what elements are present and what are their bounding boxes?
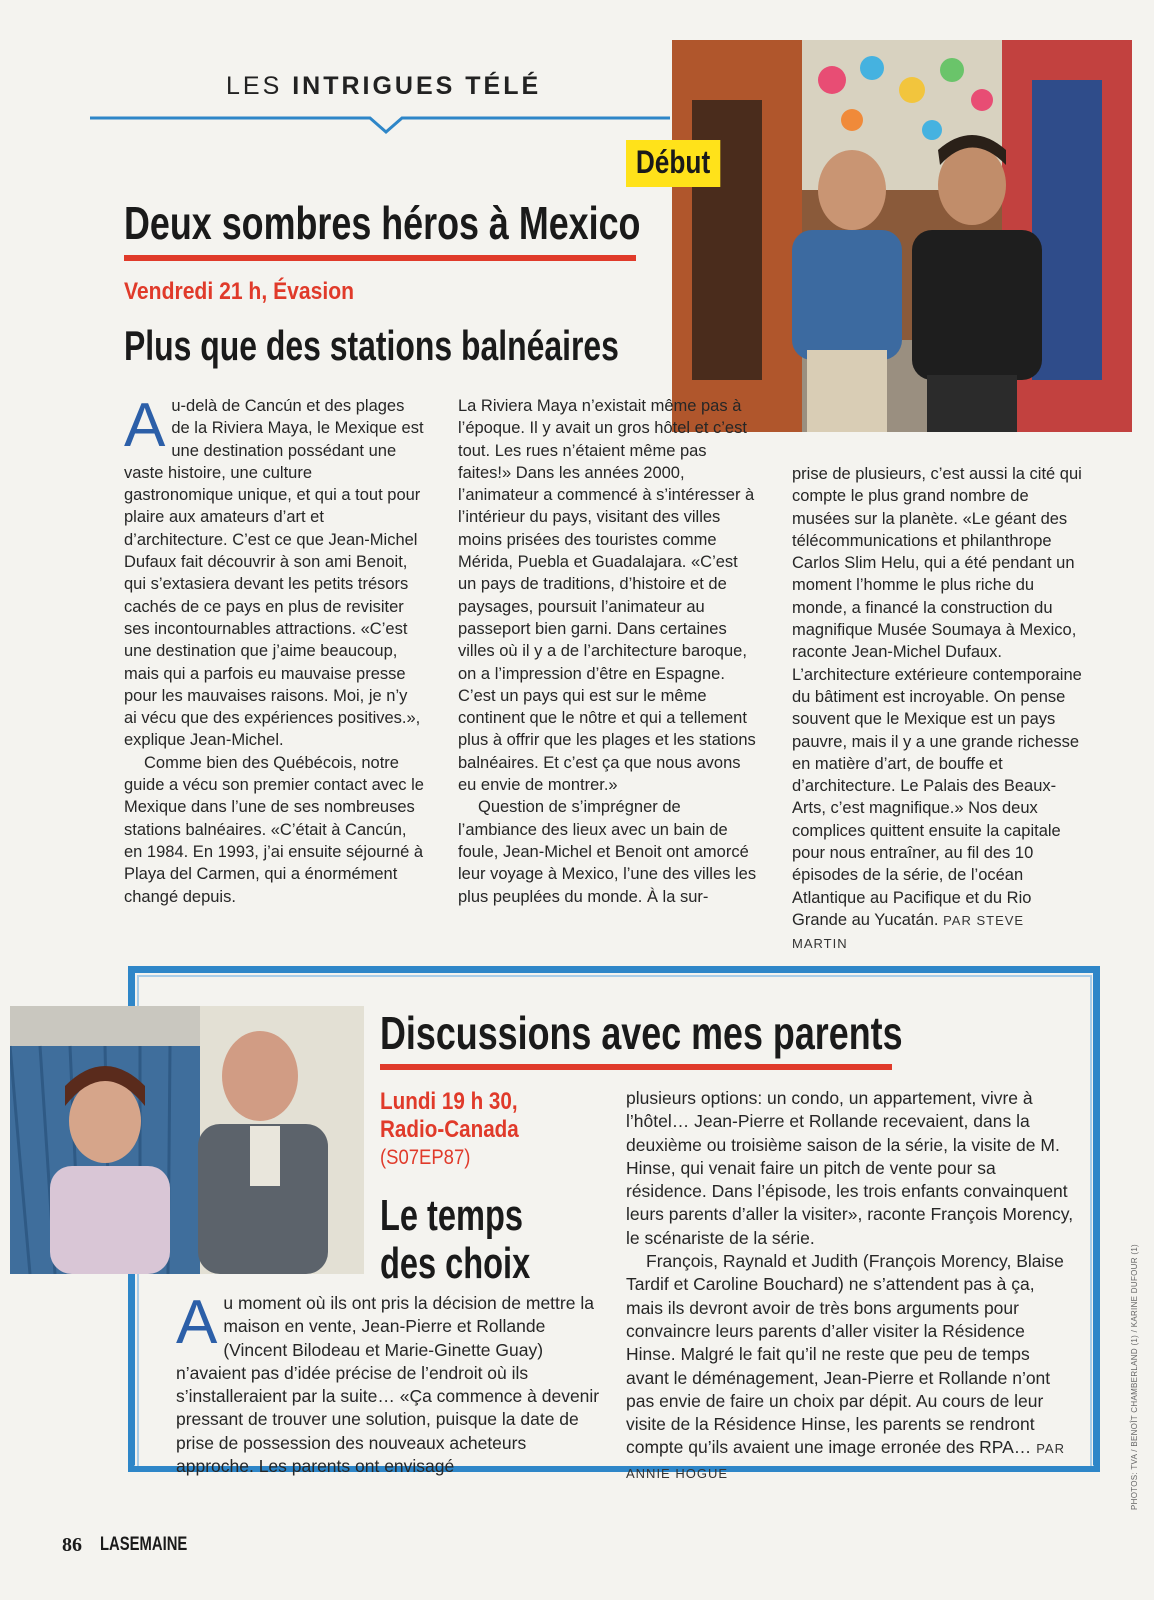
hosts-photo (672, 40, 1132, 432)
debut-tag: Début (626, 140, 720, 187)
article1-column-1 (124, 391, 424, 908)
hosts-photo-illustration (672, 40, 1132, 432)
parents-photo (10, 1006, 364, 1274)
page-number: 86 (62, 1534, 82, 1556)
dropcap: A (176, 1288, 218, 1357)
article2-schedule-day: Lundi 19 h 30, (380, 1088, 518, 1115)
article2-episode: (S07EP87) (380, 1146, 471, 1169)
section-label-bold: INTRIGUES TÉLÉ (292, 72, 542, 100)
article1-col2-p1: La Riviera Maya n’existait même pas à l’époque. Il y avait un gros hôtel et c’est tout. Les rues n’étaient même pas faites!» Dans les années 2000, l’animateur a commencé à s’intéresser à l’intérieur du pays, visitant des villes moins prisées des touristes comme Mérida, Puebla et Guadalajara. «C’est un pays de traditions, d’histoire et de paysages, poursuit l’animateur au passeport bien garni. Dans certaines villes où il y a de l’architecture baroque, on a l’impression d’être en Espagne. C’est un pays qui est sur le même continent que le nôtre et qui a tellement plus à offrir que les plages et les stations balnéaires. Et c’est ça que nous avons eu envie de montrer.» (458, 397, 756, 795)
article2-column-2 (626, 1087, 1074, 1485)
article2-subtitle-line2: des choix (380, 1239, 531, 1288)
article2-schedule (380, 1088, 519, 1144)
photo-credits: PHOTOS: TVA / BENOÎT CHAMBERLAND (1) / KARINE DUFOUR (1) (1130, 1243, 1139, 1510)
magazine-name: LASEMAINE (100, 1534, 188, 1555)
article2-subtitle-line1: Le temps (380, 1191, 523, 1240)
article2-column-1 (176, 1288, 600, 1478)
article1-col1-p2: Comme bien des Québécois, notre guide a vécu son premier contact avec le Mexique dans l’une de ses nombreuses stations balnéaires. «C’était à Cancún, en 1984. En 1993, j’ai ensuite séjourné à Playa del Carmen, qui a énormément changé depuis. (124, 753, 424, 906)
article2-col2-p2: François, Raynald et Judith (François Morency, Blaise Tardif et Caroline Bouchard) ne s’attendent pas à ça, mais ils devront avoir de très bons arguments pour convaincre leurs parents d’aller visiter la Résidence Hinse. Malgré le fait qu’il ne reste que peu de temps avant le déménagement, Jean-Pierre et Rollande n’ont pas envie de faire un choix par dépit. Au cours de leur visite de la Résidence Hinse, les parents se rendront compte qu’ils avaient une image erronée des RPA… (626, 1251, 1064, 1458)
article1-title-rule (124, 255, 636, 261)
article1-column-2 (458, 395, 758, 908)
article1-paragraph (124, 391, 424, 752)
header-rule (90, 110, 670, 140)
section-label-prefix: LES (226, 72, 283, 100)
article1-subtitle: Plus que des stations balnéaires (124, 322, 619, 369)
article2-byline: PAR ANNIE HOGUE (626, 1441, 1065, 1481)
article2-col2-p1: plusieurs options: un condo, un appartement, vivre à l’hôtel… Jean-Pierre et Rollande recevaient, dans la deuxième ou troisième saison de la série, la visite de M. Hinse, qui venait faire un pitch de vente pour sa résidence. Dans l’épisode, les trois enfants convainquent leurs parents d’aller la visiter», raconte François Morency, le scénariste de la série. (626, 1088, 1074, 1248)
article2-title-rule (380, 1064, 892, 1070)
parents-photo-illustration (10, 1006, 364, 1274)
article1-byline: PAR STEVE MARTIN (792, 912, 1025, 952)
article1-col1-p1: u-delà de Cancún et des plages de la Riviera Maya, le Mexique est une destination possédant une vaste histoire, une culture gastronomique unique, et qui a tout pour plaire aux amateurs d’art et d’architecture. C’est ce que Jean-Michel Dufaux fait découvrir à son ami Benoit, qui s’extasiera devant les petits trésors cachés de ce pays en plus de revisiter ses incontournables attractions. «C’est une destination que j’aime beaucoup, mais qui a parfois eu mauvaise presse pour les mauvaises raisons. Moi, je n’y ai vécu que des expériences positives.», explique Jean-Michel. (124, 397, 424, 750)
article1-col3-p1: prise de plusieurs, c’est aussi la cité qui compte le plus grand nombre de musées sur la planète. «Le géant des télécommunications et philanthrope Carlos Slim Helu, qui a été pendant un moment l’homme le plus riche du monde, a financé la construction du magnifique Musée Soumaya à Mexico, raconte Jean-Michel Dufaux. L’architecture extérieure contemporaine du bâtiment est incroyable. On pense souvent que le Mexique est un pays pauvre, mais il y a une grande richesse en matière d’art, de bouffe et d’architecture. Le Palais des Beaux-Arts, c’est magnifique.» Nos deux complices quittent ensuite la capitale pour nous entraîner, au fil des 10 épisodes de la série, de l’océan Atlantique au Pacifique et du Rio Grande au Yucatán. (792, 465, 1082, 929)
article1-column-3 (792, 463, 1082, 956)
section-label (226, 72, 541, 101)
article2-schedule-channel: Radio-Canada (380, 1116, 519, 1143)
article1-col2-p2: Question de s’imprégner de l’ambiance des lieux avec un bain de foule, Jean-Michel et Benoit ont amorcé leur voyage à Mexico, l’une des villes les plus peuplées du monde. À la sur- (458, 798, 757, 906)
article1-title: Deux sombres héros à Mexico (124, 197, 641, 249)
article2-title: Discussions avec mes parents (380, 1007, 903, 1059)
dropcap: A (124, 391, 166, 460)
article2-col1-p1: u moment où ils ont pris la décision de mettre la maison en vente, Jean-Pierre et Rollande (Vincent Bilodeau et Marie-Ginette Guay) n’avaient pas d’idée précise de l’endroit où ils s’installeraient par la suite… «Ça commence à devenir pressant de trouver une solution, puisque la date de prise de possession des nouveaux acheteurs approche. Les parents ont envisagé (176, 1293, 600, 1477)
article1-schedule: Vendredi 21 h, Évasion (124, 278, 355, 305)
article2-subtitle (380, 1192, 530, 1288)
